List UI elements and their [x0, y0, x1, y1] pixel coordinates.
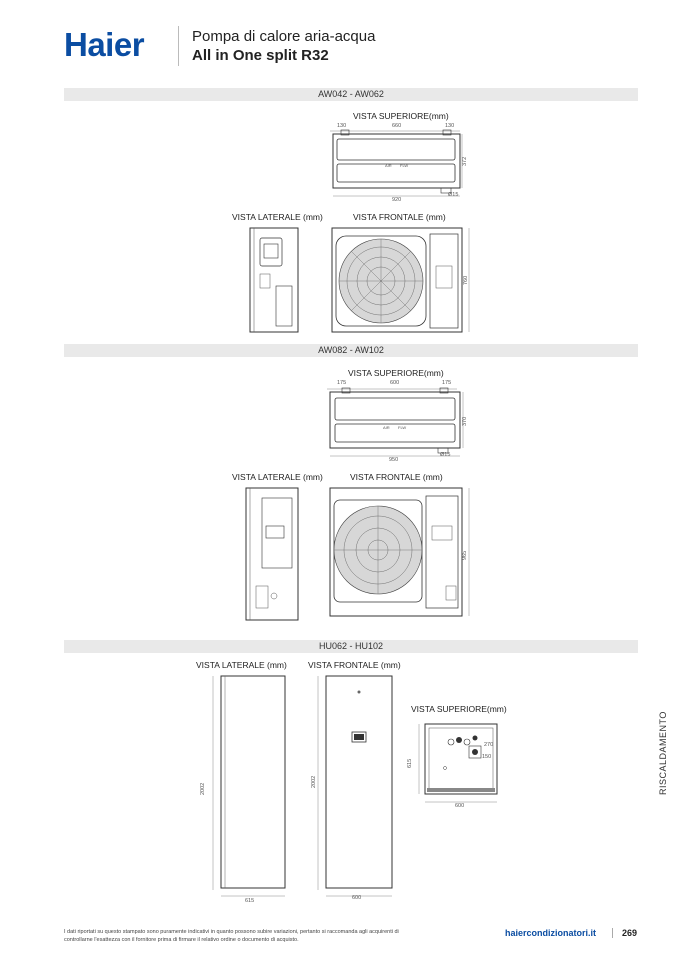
dim-height-side: 2002	[200, 782, 206, 795]
dim-top-width: 600	[455, 803, 465, 809]
dim-pipe: Ø15	[448, 192, 459, 198]
section-band-hu062: HU062 - HU102	[64, 640, 638, 653]
dim-left-margin: 175	[337, 380, 347, 386]
section-band-aw082: AW082 - AW102	[64, 344, 638, 357]
page-number: 269	[622, 928, 638, 938]
front-view-label: VISTA FRONTALE (mm)	[350, 472, 443, 482]
air-tag-right: FLW	[398, 425, 407, 430]
air-tag-left: AIR	[383, 425, 390, 430]
dim-right-margin: 130	[445, 123, 455, 129]
air-tag-right: FLW	[400, 163, 409, 168]
dim-center: 600	[390, 380, 400, 386]
top-view-label: VISTA SUPERIORE(mm)	[353, 111, 449, 121]
dim-right-margin: 175	[442, 380, 452, 386]
dim-depth: 370	[462, 416, 468, 426]
brand-logo: Haier	[64, 26, 145, 63]
product-name: All in One split R32	[192, 47, 329, 64]
dim-height: 965	[462, 550, 468, 560]
dim-pipe-b: 150	[482, 754, 492, 760]
front-view-label: VISTA FRONTALE (mm)	[308, 660, 401, 670]
dim-height: 760	[463, 275, 469, 285]
front-view-label: VISTA FRONTALE (mm)	[353, 212, 446, 222]
front-view-drawing	[312, 674, 402, 906]
front-view-drawing	[330, 226, 480, 336]
side-view-drawing	[246, 226, 302, 336]
air-tag-left: AIR	[385, 163, 392, 168]
dim-left-margin: 130	[337, 123, 347, 129]
dim-top-depth: 615	[407, 758, 413, 768]
top-view-drawing	[415, 718, 505, 804]
front-view-drawing	[328, 486, 478, 624]
side-view-label: VISTA LATERALE (mm)	[232, 472, 323, 482]
dim-pipe-a: 270	[484, 742, 494, 748]
top-view-label: VISTA SUPERIORE(mm)	[348, 368, 444, 378]
dim-pipe: Ø15	[440, 452, 451, 458]
header-divider	[178, 26, 179, 66]
dim-side-width: 615	[245, 898, 255, 904]
section-band-aw042: AW042 - AW062	[64, 88, 638, 101]
side-view-drawing	[205, 674, 295, 906]
dim-front-width: 600	[352, 895, 362, 901]
category-side-tab: RISCALDAMENTO	[658, 711, 668, 795]
dim-center: 660	[392, 123, 402, 129]
top-view-label: VISTA SUPERIORE(mm)	[411, 704, 507, 714]
dim-height-front: 2002	[311, 775, 317, 788]
product-category: Pompa di calore aria-acqua	[192, 28, 376, 45]
side-view-drawing	[242, 486, 302, 624]
dim-depth: 372	[462, 156, 468, 166]
dim-width: 920	[392, 197, 402, 203]
footer-divider	[612, 928, 613, 938]
dim-width: 950	[389, 457, 399, 463]
disclaimer-note: I dati riportati su questo stampato sono puramente indicativi in quanto possono subire variazioni, pertanto si raccomanda agli acquirenti di controllarne l'esattezza con il fornitore prima di firmare il relativo ordine o documento di acquisto.	[64, 929, 399, 943]
side-view-label: VISTA LATERALE (mm)	[196, 660, 287, 670]
side-view-label: VISTA LATERALE (mm)	[232, 212, 323, 222]
website-link[interactable]: haiercondizionatori.it	[505, 928, 597, 938]
